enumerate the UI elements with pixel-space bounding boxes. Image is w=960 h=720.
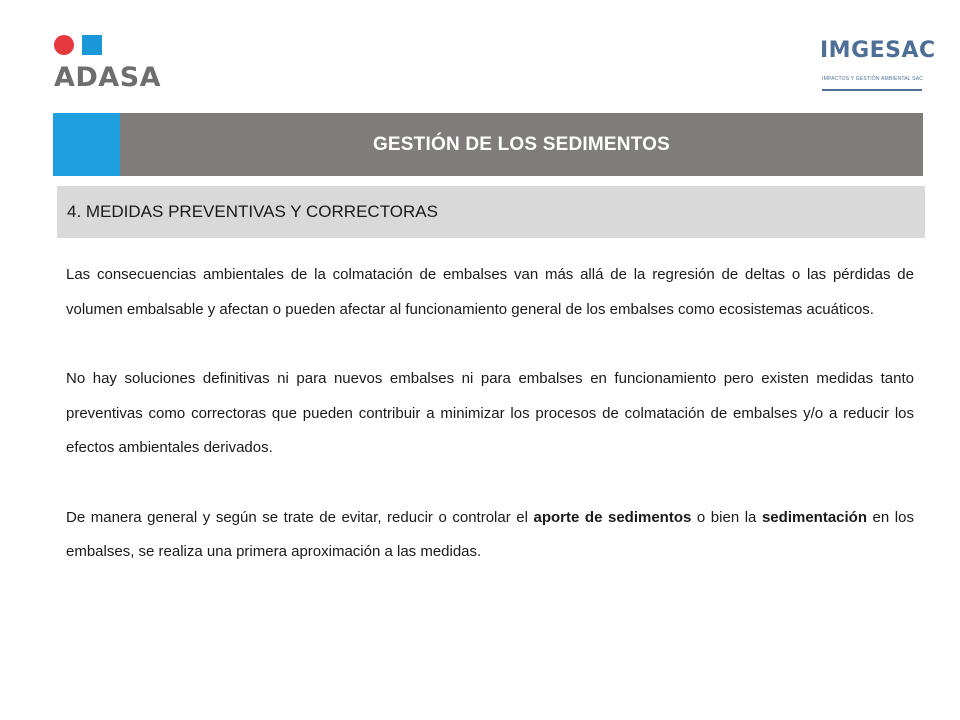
- paragraph-consequences: Las consecuencias ambientales de la colmatación de embalses van más allá de la regresión de deltas o las pérdidas de volumen embalsable y afectan o pueden afectar al funcionamiento general de los embalses como ecosistemas acuáticos.: [66, 266, 914, 318]
- imgesac-logo-text: IMGESAC: [820, 38, 936, 63]
- adasa-blue-square-icon: [82, 35, 102, 55]
- paragraph-solutions: No hay soluciones definitivas ni para nuevos embalses ni para embalses en funcionamiento pero existen medidas tanto preventivas como correctoras que pueden contribuir a minimizar los procesos de colmatación de embalses y/o a reducir los efectos ambientales derivados.: [66, 370, 914, 456]
- paragraph-approach: [66, 501, 914, 570]
- paragraph-approach-text-3: en los embalses, se realiza una primera aproximación a las medidas.: [66, 508, 914, 560]
- adasa-logo: [54, 35, 174, 95]
- paragraph-approach-text-2: o bien la: [691, 508, 762, 526]
- adasa-red-circle-icon: [54, 35, 74, 55]
- bold-sedimentation: sedimentación: [761, 508, 867, 526]
- imgesac-logo-underline: [822, 89, 922, 91]
- imgesac-logo: [820, 38, 936, 94]
- body-content: [66, 258, 914, 570]
- section-header: [57, 186, 925, 238]
- section-title: 4. MEDIDAS PREVENTIVAS Y CORRECTORAS: [67, 202, 438, 221]
- bold-sediment-supply: aporte de sedimentos: [533, 508, 692, 526]
- paragraph-approach-text-1: De manera general y según se trate de evitar, reducir o controlar el: [66, 508, 534, 526]
- imgesac-logo-tagline: IMPACTOS Y GESTIÓN AMBIENTAL SAC: [822, 76, 924, 82]
- title-accent-block: [53, 113, 120, 176]
- title-bar: [53, 113, 923, 176]
- page-title: GESTIÓN DE LOS SEDIMENTOS: [372, 133, 671, 155]
- adasa-logo-text: ADASA: [54, 62, 162, 93]
- title-banner: [120, 113, 923, 176]
